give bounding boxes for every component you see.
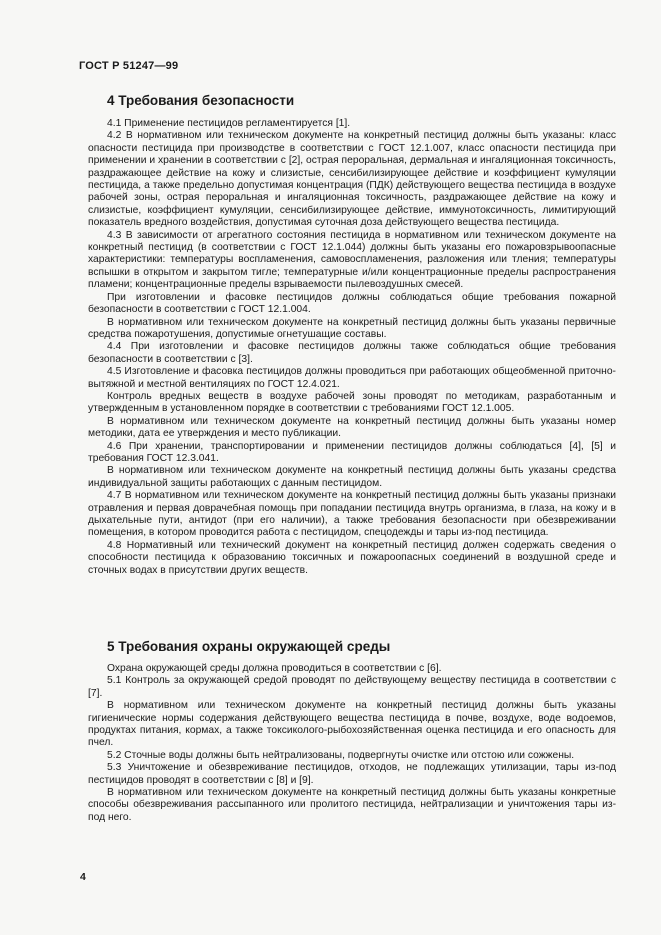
- paragraph: 5.1 Контроль за окружающей средой проводят по действующему веществу пестицида в соответствии с [7].: [88, 675, 616, 699]
- paragraph: Контроль вредных веществ в воздухе рабочей зоны проводят по методикам, разработанным и утвержденным в установленном порядке в соответствии с требованиями ГОСТ 12.1.005.: [88, 390, 616, 415]
- paragraph: 4.6 При хранении, транспортировании и применении пестицидов должны соблюдаться [4], [5] и требования ГОСТ 12.3.041.: [88, 440, 616, 464]
- paragraph: 5.3 Уничтожение и обезвреживание пестицидов, отходов, не подлежащих утилизации, тары из-под пестицидов проводят в соответствии с [8] и [9].: [88, 762, 616, 786]
- paragraph: В нормативном или техническом документе на конкретный пестицид должны быть указаны первичные средства пожаротушения, допустимые огнетушащие составы.: [88, 316, 616, 340]
- section-5-title: 5 Требования охраны окружающей среды: [107, 639, 391, 654]
- paragraph: 4.5 Изготовление и фасовка пестицидов должны проводиться при работающих общеобменной приточно-вытяжной и местной вентиляциях по ГОСТ 12.4.021.: [88, 366, 616, 390]
- page-number: 4: [80, 871, 86, 883]
- paragraph: 4.1 Применение пестицидов регламентируется [1].: [107, 118, 351, 129]
- paragraph: В нормативном или техническом документе на конкретный пестицид должны быть указаны конкретные способы обезвреживания рассыпанного или пролитого пестицида, нейтрализации и уничтожения тары из-под него.: [88, 787, 616, 823]
- paragraph: В нормативном или техническом документе на конкретный пестицид должны быть указаны гигиенические нормы содержания действующего вещества пестицида в почве, воздухе, воде водоемов, продуктах питания, кормах, а также токсиколого-рыбохозяйственная оценка пестицида и его опасность для пчел.: [88, 700, 616, 749]
- paragraph: В нормативном или техническом документе на конкретный пестицид должны быть указаны номер методики, дата ее утверждения и место публикации.: [88, 415, 616, 440]
- paragraph: 4.4 При изготовлении и фасовке пестицидов должны также соблюдаться общие требования безопасности в соответствии с [3].: [88, 341, 616, 365]
- paragraph: 4.7 В нормативном или техническом документе на конкретный пестицид должны быть указаны признаки отравления и первая доврачебная помощь при попадании пестицида внутрь организма, в глаза, на кожу и в дыхательные пути, антидот (при его наличии), а также требования безопасности при обезвреживании помещения, в котором проводится работа с пестицидом, спецодежды и тары из-под пестицида.: [88, 490, 616, 539]
- section-5-body: [88, 663, 616, 824]
- section-4-body: [88, 118, 616, 577]
- paragraph: 4.2 В нормативном или техническом документе на конкретный пестицид должны быть указаны: класс опасности пестицида при производстве в соответствии с ГОСТ 12.1.007, класс опасности пестицида при применении и хранении в соответствии с [2], острая пероральная, дермальная и ингаляционная токсичность, раздражающее действие на кожу и слизистые, сенсибилизирующее действие и коэффициент кумуляции пестицида, а также предельно допустимая концентрация (ПДК) действующего вещества пестицида в воздухе рабочей зоны, острая пероральная и ингаляционная токсичность, раздражающее действие на кожу и слизистые, коэффициент кумуляции, сенсибилизирующее действие, иммунотоксичность, лимитирующий показатель вредного воздействия, допустимая суточная доза действующего вещества пестицида.: [88, 130, 616, 229]
- document-header: ГОСТ Р 51247—99: [79, 60, 179, 72]
- paragraph: 4.3 В зависимости от агрегатного состояния пестицида в нормативном или техническом документе на конкретный пестицид (в соответствии с ГОСТ 12.1.044) должны быть указаны его пожаровзрывоопасные характеристики: температуры воспламенения, самовоспламенения, разложения или тления; температуры вспышки в открытом и закрытом тигле; температурные и/или концентрационные пределы распространения пламени; концентрационные пределы взрываемости пылевоздушных смесей.: [88, 229, 616, 291]
- paragraph: 5.2 Сточные воды должны быть нейтрализованы, подвергнуты очистке или отстою или сожжены.: [107, 749, 575, 761]
- paragraph: В нормативном или техническом документе на конкретный пестицид должны быть указаны средства индивидуальной защиты работающих с данным пестицидом.: [88, 465, 616, 489]
- section-4-title: 4 Требования безопасности: [107, 93, 295, 108]
- paragraph: Охрана окружающей среды должна проводиться в соответствии с [6].: [107, 663, 442, 674]
- paragraph: При изготовлении и фасовке пестицидов должны соблюдаться общие требования пожарной безопасности в соответствии с ГОСТ 12.1.004.: [88, 291, 616, 316]
- paragraph: 4.8 Нормативный или технический документ на конкретный пестицид должен содержать сведения о способности пестицида к образованию токсичных и пожароопасных соединений в воздушной среде и сточных водах в присутствии других веществ.: [88, 539, 616, 576]
